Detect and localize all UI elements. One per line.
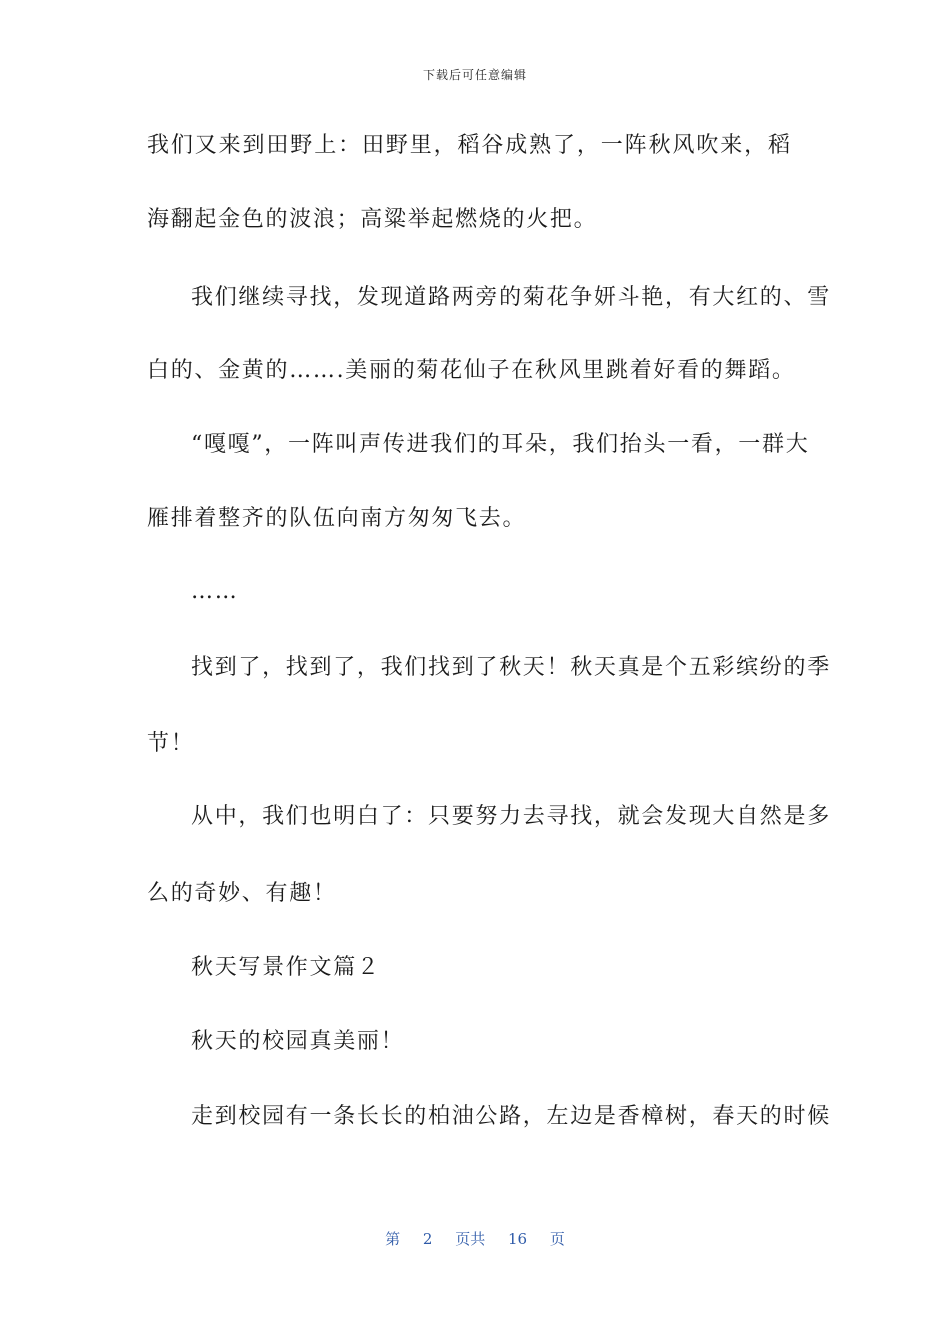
paragraph-line: 走到校园有一条长长的柏油公路，左边是香樟树，春天的时候 xyxy=(191,1104,831,1129)
footer-label-prefix: 第 xyxy=(385,1230,401,1248)
footer-current-page: 2 xyxy=(422,1230,433,1248)
paragraph-line: 我们继续寻找，发现道路两旁的菊花争妍斗艳，有大红的、雪 xyxy=(191,285,831,310)
paragraph-line: 雁排着整齐的队伍向南方匆匆飞去。 xyxy=(147,506,527,531)
page-footer xyxy=(0,1228,950,1249)
footer-label-suffix: 页 xyxy=(549,1230,565,1248)
footer-total-pages: 16 xyxy=(508,1230,528,1248)
footer-label-middle: 页共 xyxy=(455,1230,486,1248)
header-note: 下载后可任意编辑 xyxy=(422,68,527,82)
section-heading: 秋天写景作文篇２ xyxy=(191,955,381,980)
paragraph-line: 从中，我们也明白了：只要努力去寻找，就会发现大自然是多 xyxy=(191,804,831,829)
paragraph-line: 海翻起金色的波浪；高粱举起燃烧的火把。 xyxy=(147,207,598,232)
paragraph-line: 找到了，找到了，我们找到了秋天！秋天真是个五彩缤纷的季 xyxy=(191,655,831,680)
paragraph-line: 白的、金黄的…….美丽的菊花仙子在秋风里跳着好看的舞蹈。 xyxy=(147,358,796,383)
paragraph-line: …… xyxy=(191,579,239,604)
paragraph-line: 我们又来到田野上：田野里，稻谷成熟了，一阵秋风吹来，稻 xyxy=(147,133,790,158)
paragraph-line: 节！ xyxy=(147,731,195,756)
paragraph-line: “嘎嘎”，一阵叫声传进我们的耳朵，我们抬头一看，一群大 xyxy=(191,432,810,457)
paragraph-line: 秋天的校园真美丽！ xyxy=(191,1029,405,1054)
paragraph-line: 么的奇妙、有趣！ xyxy=(147,881,337,906)
